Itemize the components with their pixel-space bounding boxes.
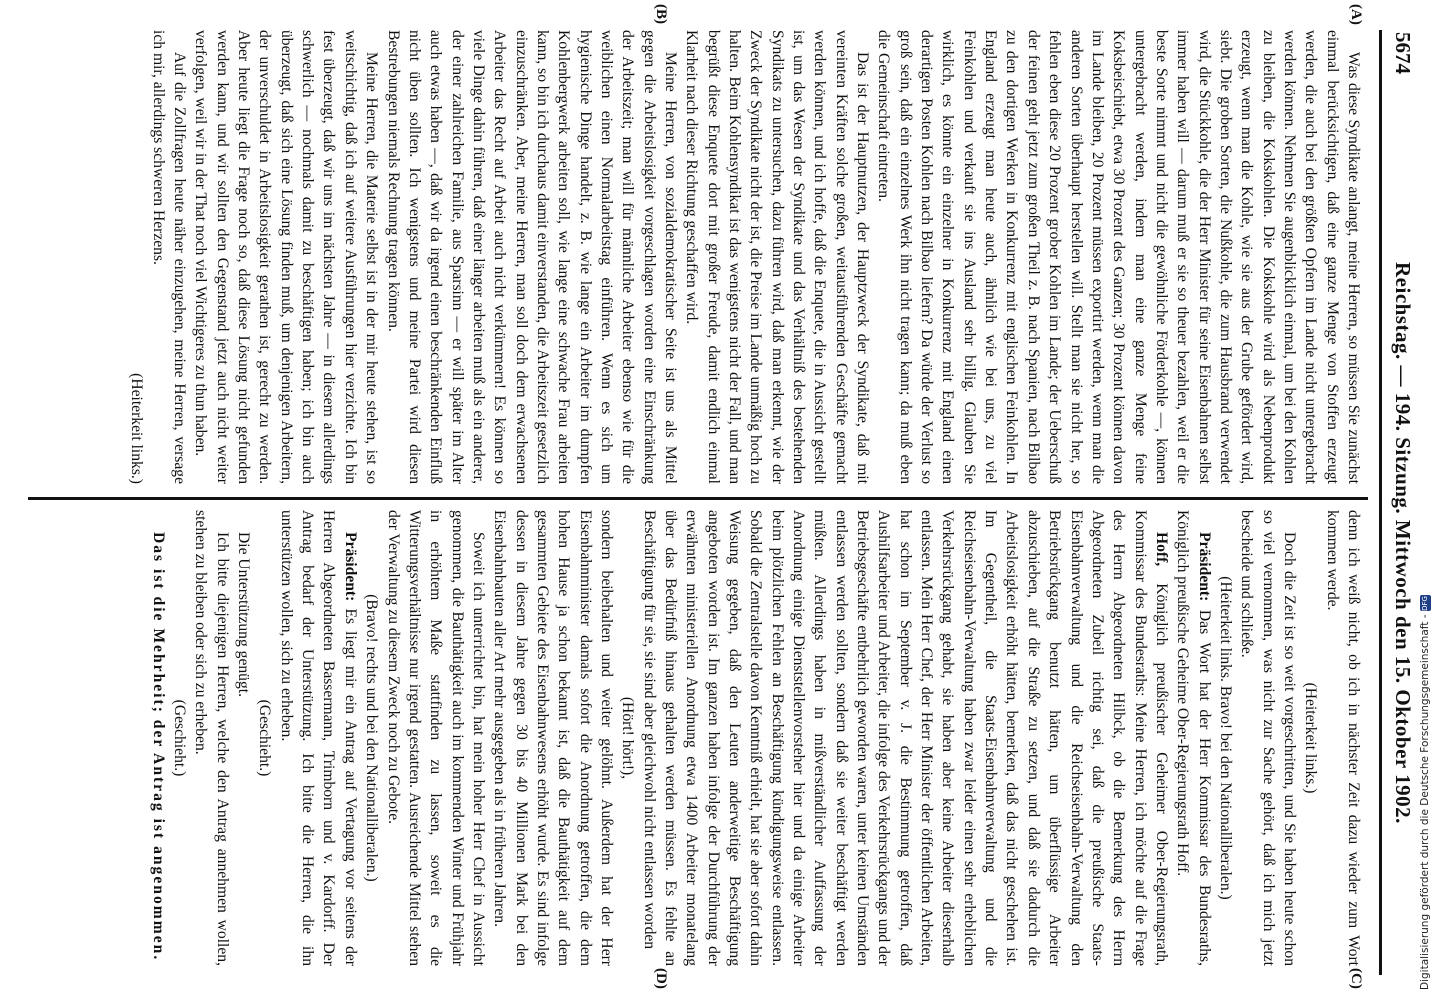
stage-direction: (Geschieht.) <box>256 699 274 777</box>
margin-mark-b: (B) <box>653 4 669 24</box>
paragraph: Was diese Syndikate anlangt, meine Herren, so müssen Sie zunächst einmal berücksichtigen, daß eine ganze Menge von Stoffen erzeugt werden, die auch bei den größten Opfern im Lande nicht untergebracht werden können. Nehmen Sie augenblicklich einmal, um bei den Kohlen zu bleiben, die Kokskohlen. Die Kokskohle wird als Nebenprodukt erzeugt, wenn man die Kohle, wie sie aus der Grube gefördert wird, siebt. Die groben Sorten, die Nußkohle, die zum Hausbrand verwendet wird, die Stückkohle, die der Herr Minister für seine Eisenbahnen selbst immer haben will — darum muß er sie so theuer bezahlen, weil er die beste Sorte nimmt und nicht die gewöhnliche Förderkohle —, können untergebracht werden, indem man eine ganze Menge feine Koksbeischiebt, etwa 30 Prozent des Ganzen; 30 Prozent können davon im Lande bleiben, 20 Prozent müssen exportirt werden, wenn man die anderen Sorten überhaupt herstellen will. Stellt man sie nicht her, so fehlen eben diese 20 Prozent grober Kohlen im Lande; der Ueberschuß der feinen geht jetzt zum großen Theil z. B. nach Spanien, nach Bilbao zu den dortigen Werken in Konkurrenz mit englischen Feinkohlen. In England erzeugt man heute auch, ähnlich wie bei uns, zu viel Feinkohlen und verkauft sie ins Ausland sehr billig. Glauben Sie wirklich, es könnte ein einzelner in Konkurrenz mit England einen derartigen Posten Kohlen nach Bilbao liefern? Da würde der Verlust so groß sein, daß ein einzelnes Werk ihn nicht tragen kann; da muß eben die Gemeinschaft eintreten. <box>875 30 1362 484</box>
page-header <box>1386 32 1420 982</box>
speaker-paragraph <box>1172 510 1215 966</box>
paragraph: Meine Herren, die Materie selbst ist in der mir heute stehen, ist so weitschichtig, daß ich auf weitere Ausführungen hier verzichte. Ich bin fest überzeugt, daß wir uns im nächsten Jahre — in diesem allerdings schwerlich — nochmals damit zu beschäftigen haben; ich bin auch überzeugt, daß sich eine Lösung finden muß, um denjenigen Arbeitern, der unverschuldet in Arbeitslosigkeit gerathen ist, gerecht zu werden. Aber heute liegt die Frage noch so, daß diese Lösung nicht gefunden werden kann, und wir sollten den Gegenstand jetzt auch nicht weiter verfolgen, weil wir in der That noch viel Wichtigeres zu thun haben. <box>192 30 381 484</box>
credit-text <box>1418 200 1432 990</box>
speaker-label: Hoff, <box>1152 532 1170 567</box>
column-divider <box>28 497 1368 500</box>
paragraph: Meine Herren, von sozialdemokratischer Seite ist uns als Mittel gegen die Arbeitslosigkeit vorgeschlagen worden eine Einschränkung der Arbeitszeit; man will für männliche Arbeiter ebenso wie für die weiblichen einen Normalarbeitstag einführen. Wenn es sich um hygienische Dinge handelt, z. B. wie lange ein Arbeiter im dumpfen Kohlenbergwerk arbeiten soll, wie lange eine schwache Frau arbeiten kann, so bin ich durchaus damit einverstanden, die Arbeitszeit gesetzlich einzuschränken. Aber, meine Herren, man soll doch dem erwachsenen Arbeiter das Recht auf Arbeit auch nicht verkümmern! Es können so viele Dinge dahin führen, daß einer länger arbeiten muß als ein anderer, der einer zahlreichen Familie, aus Sparsinn — er will später im Alter auch etwas haben —, daß wir da irgend einen beschränkenden Einfluß nicht üben sollten. Ich wenigstens und meine Partei wird diesen Bestrebungen niemals Rechnung tragen können. <box>384 30 679 484</box>
speaker-paragraph <box>638 510 1172 966</box>
page-number: 5674 <box>1391 32 1415 74</box>
paragraph: Ich bitte diejenigen Herren, welche den Antrag annehmen wollen, stehen zu bleiben oder sich zu erheben. <box>192 510 231 966</box>
paragraph: Die Unterstützung genügt. <box>235 532 253 697</box>
stage-direction: (Heiterkeit links.) <box>128 373 146 484</box>
speaker-label: Präsident: <box>341 532 359 602</box>
header-rule <box>1379 30 1382 975</box>
paragraph: Doch die Zeit ist so weit vorgeschritten, und Sie haben heute schon so viel vernommen, was nicht zur Sache gehört, daß ich mich jetzt bescheide und schließe. <box>1238 510 1298 966</box>
stage-direction: (Heiterkeit links. Bravo! bei den Nationalliberalen.) <box>1216 576 1234 900</box>
speaker-label: Präsident: <box>1195 532 1213 602</box>
paragraph: Auf die Zollfragen heute näher einzugehen, meine Herren, versage ich mir, allerdings schweren Herzens. <box>149 30 189 484</box>
stage-direction: (Hört! hört!), <box>619 696 637 780</box>
page-title: Reichstag. — 194. Sitzung. Mittwoch den 15. Oktober 1902. <box>1391 262 1415 824</box>
paragraph: Das ist der Hauptnutzen, der Hauptzweck der Syndikate, daß mit vereinten Kräften solche großen, weitausführenden Geschäfte gemacht werden können, und ich hoffe, daß die Enquete, die in Aussicht gestellt ist, um das Wesen der Syndikate und das Verhältniß des bestehenden Syndikats zu untersuchen, dazu führen wird, daß man erkennt, wie der Zweck der Syndikate nicht der ist, die Preise im Lande unmäßig hoch zu halten. Beim Kohlensyndikat ist das wenigstens nicht der Fall, und man begrüßt diese Enquete dort mit großer Freude, damit endlich einmal Klarheit nach dieser Richtung geschaffen wird. <box>683 30 872 484</box>
left-column <box>126 30 1364 484</box>
margin-mark-c: (C) <box>1348 968 1364 989</box>
dfg-logo: DFG <box>1420 596 1429 611</box>
speech-text: Das Wort hat der Herr Kommissar des Bundesraths, Königlich preußische Geheime Ober-Regierungsrath Hoff. <box>1174 510 1213 966</box>
right-column <box>147 510 1364 966</box>
stage-direction: (Bravo! rechts und bei den Nationalliberalen.) <box>363 594 381 882</box>
margin-mark-a: (A) <box>1348 4 1364 25</box>
credit-label: Digitalisierung gefördert durch die Deutsche Forschungsgemeinschaft - <box>1419 614 1431 990</box>
stage-direction: (Heiterkeit links.) <box>1302 682 1320 794</box>
digitization-credit <box>1418 200 1434 1000</box>
final-resolution: Das ist die Mehrheit; der Antrag ist angenommen. <box>149 532 167 962</box>
paragraph: Soweit ich unterrichtet bin, hat mein hoher Herr Chef in Aussicht genommen, die Bauthätigkeit auch im kommenden Winter und Frühjahr in erhöhtem Maße stattfinden zu lassen, soweit es die Witterungsverhältnisse nur irgend gestatten. Ausreichende Mittel stehen der Verwaltung zu diesem Zweck noch zu Gebote. <box>384 510 487 966</box>
paragraph: denn ich weiß nicht, ob ich in nächster Zeit dazu wieder zum Wort kommen werde. <box>1323 510 1362 966</box>
paragraph: sondern beibehalten und weiter gelöhnt. Außerdem hat der Herr Eisenbahnminister damals sofort die Anordnung getroffen, die dem hohen Hause ja schon bekannt ist, daß die Bauthätigkeit auf dem gesammten Gebiete des Eisenbahnwesens erhöht wurde. Es sind infolge dessen in diesem Jahre gegen 30 bis 40 Millionen Mark bei den Eisenbahnbauten aller Art mehr ausgegeben als in früheren Jahren. <box>491 510 615 966</box>
speaker-paragraph <box>275 510 360 966</box>
stage-direction: (Geschieht.) <box>171 699 189 777</box>
margin-mark-d: (D) <box>653 968 669 989</box>
speech-text: Königlich preußischer Geheimer Ober-Regierungsrath, Kommissar des Bundesraths: Meine Herren, ich möchte auf die Frage des Herrn Abgeordneten Hilbck, ob die Bemerkung des Herrn Abgeordneten Zubeil richtig sei, daß die preußische Staats-Eisenbahnverwaltung und die Reichseisenbahn-Verwaltung den Betriebsrückgang benutzt hätten, um überflüssige Arbeiter abzuschieben, auf die Straße zu setzen, und daß sie dadurch die Arbeitslosigkeit erhöht hätten, bemerken, daß das nicht geschehen ist. Im Gegentheil, die Staats-Eisenbahnverwaltung und die Reichseisenbahn-Verwaltung haben zwar leider einen sehr erheblichen Verkehrsrückgang gehabt, sie haben aber keine Arbeiter dieserhalb entlassen. Mein Herr Chef, der Herr Minister der öffentlichen Arbeiten, hat schon im September v. J. die Bestimmung getroffen, daß Aushilfsarbeiter und Arbeiter, die infolge des Verkehrsrückgangs und der Betriebsgeschäfte entbehrlich geworden waren, unter keinen Umständen entlassen werden sollten, sondern daß sie weiter beschäftigt werden müßten. Allerdings haben in mißverständlicher Auffassung der Anordnung einige Dienststellenvorsteher hier und da einige Arbeiter beim plötzlichen Fehlen an Beschäftigung kündigungsweise entlassen. Sobald die Zentralstelle davon Kenntniß erhielt, hat sie aber sofort dahin Weisung gegeben, daß den Leuten anderweitige Beschäftigung angeboten worden ist. Im ganzen haben infolge der Durchführung der erwähnten ministeriellen Anordnung etwa 1400 Arbeiter monatelang über das Bedürfniß hinaus gehalten werden müssen. Es fehlte an Beschäftigung für sie, sie sind aber gleichwohl nicht entlassen worden <box>640 510 1170 966</box>
speech-text: Es liegt mir ein Antrag auf Vertagung vor seitens der Herren Abgeordneten Bassermann, Trimborn und v. Kardorff. Der Antrag bedarf der Unterstützung. Ich bitte die Herren, die ihn unterstützen wollen, sich zu erheben. <box>277 510 359 966</box>
